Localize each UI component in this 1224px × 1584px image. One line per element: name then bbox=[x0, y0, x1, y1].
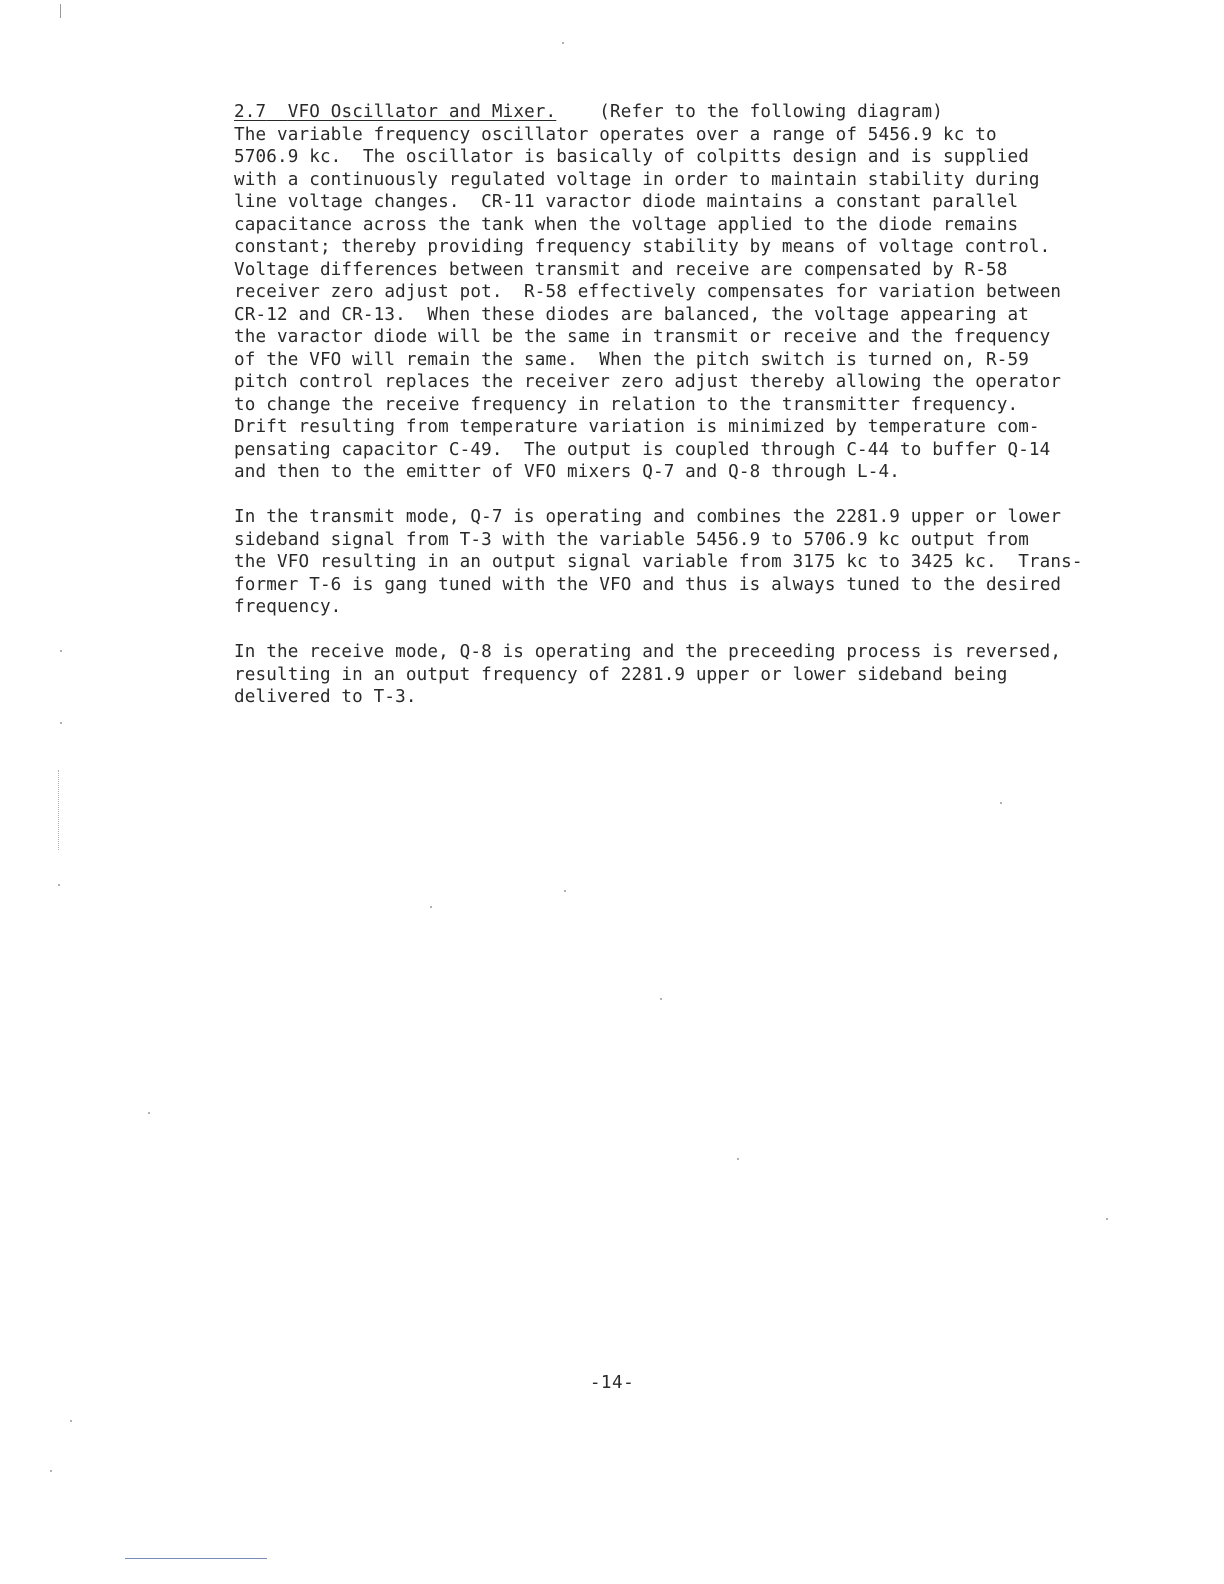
section-note: (Refer to the following diagram) bbox=[599, 102, 944, 122]
paragraph-line: the VFO resulting in an output signal variable from 3175 kc to 3425 kc. Trans- bbox=[234, 552, 1083, 572]
paragraph-line: receiver zero adjust pot. R-58 effectively compensates for variation between bbox=[234, 282, 1062, 302]
paragraph-line: capacitance across the tank when the voltage applied to the diode remains bbox=[234, 214, 1019, 235]
paragraph-receive-mode bbox=[234, 641, 1134, 709]
paragraph-line: delivered to T-3. bbox=[234, 687, 417, 707]
paragraph-line: resulting in an output frequency of 2281.9 upper or lower sideband being bbox=[234, 664, 1008, 685]
scan-speck bbox=[1106, 1218, 1108, 1220]
paragraph-line: The variable frequency oscillator operates over a range of 5456.9 kc to bbox=[234, 124, 997, 145]
section-body bbox=[234, 101, 1134, 709]
section-title: VFO Oscillator and Mixer. bbox=[287, 102, 557, 122]
scan-speck bbox=[50, 1470, 52, 1472]
paragraph-transmit-mode bbox=[234, 506, 1134, 619]
paragraph-line: CR-12 and CR-13. When these diodes are balanced, the voltage appearing at bbox=[234, 304, 1029, 325]
section-number: 2.7 bbox=[234, 102, 267, 122]
scan-speck bbox=[58, 884, 60, 886]
paragraph-line: line voltage changes. CR-11 varactor diode maintains a constant parallel bbox=[234, 192, 1019, 212]
paragraph-line: former T-6 is gang tuned with the VFO and thus is always tuned to the desired bbox=[234, 574, 1062, 595]
paragraph-line: pensating capacitor C-49. The output is coupled through C-44 to buffer Q-14 bbox=[234, 439, 1051, 460]
paragraph-line: Voltage differences between transmit and receive are compensated by R-58 bbox=[234, 259, 1008, 280]
paragraph-line: Drift resulting from temperature variation is minimized by temperature com- bbox=[234, 417, 1040, 437]
paragraph-line: constant; thereby providing frequency stability by means of voltage control. bbox=[234, 237, 1051, 257]
scan-speck bbox=[60, 722, 62, 724]
scan-speck bbox=[737, 1158, 739, 1160]
scan-speck bbox=[660, 998, 662, 1000]
scan-edge-marks bbox=[58, 770, 61, 850]
scan-speck bbox=[564, 890, 566, 892]
footnote-rule bbox=[125, 1558, 267, 1559]
paragraph-spacer bbox=[234, 484, 1134, 507]
paragraph-line: with a continuously regulated voltage in order to maintain stability during bbox=[234, 169, 1040, 190]
paragraph-line: sideband signal from T-3 with the variable 5456.9 to 5706.9 kc output from bbox=[234, 529, 1029, 550]
scan-speck bbox=[148, 1112, 150, 1114]
paragraph-spacer bbox=[234, 619, 1134, 642]
paragraph-line: In the receive mode, Q-8 is operating and the preceeding process is reversed, bbox=[234, 642, 1062, 662]
section-heading bbox=[234, 101, 1134, 124]
scan-speck bbox=[562, 42, 564, 44]
paragraph-line: 5706.9 kc. The oscillator is basically of colpitts design and is supplied bbox=[234, 147, 1029, 167]
paragraph-vfo-description bbox=[234, 124, 1134, 484]
paragraph-line: of the VFO will remain the same. When the pitch switch is turned on, R-59 bbox=[234, 349, 1029, 370]
paragraph-line: and then to the emitter of VFO mixers Q-7 and Q-8 through L-4. bbox=[234, 462, 901, 482]
paragraph-line: to change the receive frequency in relation to the transmitter frequency. bbox=[234, 394, 1019, 415]
scan-speck bbox=[70, 1420, 72, 1422]
paragraph-line: In the transmit mode, Q-7 is operating and combines the 2281.9 upper or lower bbox=[234, 507, 1062, 527]
paragraph-line: pitch control replaces the receiver zero adjust thereby allowing the operator bbox=[234, 372, 1062, 392]
scan-speck bbox=[430, 906, 432, 908]
page-number: -14- bbox=[589, 1373, 635, 1393]
paragraph-line: the varactor diode will be the same in transmit or receive and the frequency bbox=[234, 327, 1051, 347]
scan-speck bbox=[1000, 802, 1002, 804]
scan-speck bbox=[60, 650, 62, 652]
paragraph-line: frequency. bbox=[234, 597, 342, 617]
scan-speck bbox=[60, 4, 61, 18]
